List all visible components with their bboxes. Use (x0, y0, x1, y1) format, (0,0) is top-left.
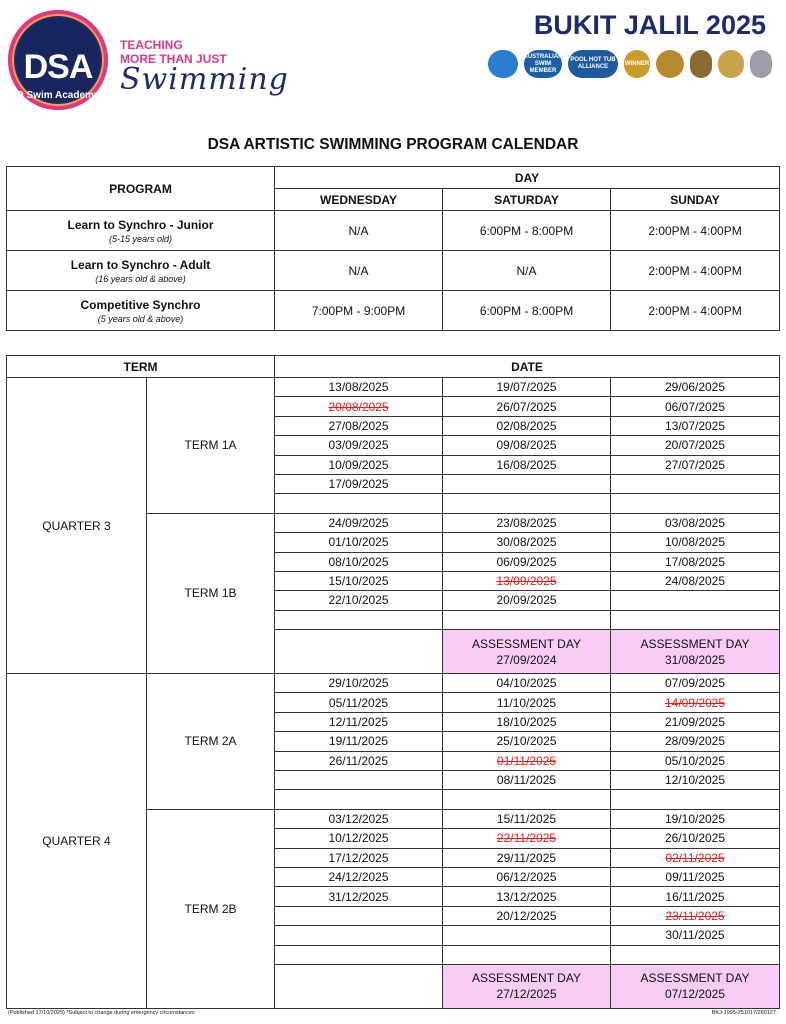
session-date: 29/06/2025 (664, 380, 726, 395)
date-cell (443, 848, 611, 867)
date-cell (443, 513, 611, 532)
term-label: TERM 1B (147, 513, 275, 673)
term-label: TERM 1A (147, 378, 275, 514)
term-dates-table (6, 355, 780, 1009)
badge-icon (690, 50, 712, 78)
session-date: 23/08/2025 (496, 515, 557, 530)
date-cell (275, 926, 443, 945)
quarter-label: QUARTER 3 (7, 378, 147, 674)
date-cell (611, 906, 780, 925)
date-cell (443, 397, 611, 416)
date-cell (611, 771, 780, 790)
footer-published-note: (Published 17/10/2025) *Subject to change during emergency circumstances (8, 1010, 195, 1016)
date-cell (275, 829, 443, 848)
date-cell (443, 790, 611, 809)
calendar-title: DSA ARTISTIC SWIMMING PROGRAM CALENDAR (207, 136, 579, 153)
session-date: 03/09/2025 (328, 438, 389, 453)
session-date: 04/10/2025 (496, 676, 557, 691)
date-cell (275, 771, 443, 790)
schedule-time-sun: 2:00PM - 4:00PM (611, 251, 780, 291)
tagline-swimming: Swimming (120, 62, 289, 97)
session-date: 17/09/2025 (328, 477, 389, 492)
session-date: 24/09/2025 (328, 515, 389, 530)
session-date: 29/10/2025 (328, 676, 389, 691)
cancelled-date: 13/09/2025 (496, 574, 557, 589)
date-cell (275, 378, 443, 397)
assessment-date: 27/09/2024 (496, 652, 557, 667)
date-cell (443, 945, 611, 964)
session-date: 13/12/2025 (496, 889, 557, 904)
session-date: 20/12/2025 (496, 908, 557, 923)
day-header: DAY (275, 167, 780, 189)
date-row (7, 674, 780, 693)
date-cell (611, 610, 780, 629)
day-sunday: SUNDAY (611, 189, 780, 211)
date-cell (443, 829, 611, 848)
badge-icon: POOL HOT TUB ALLIANCE (568, 50, 618, 78)
assessment-day-cell (611, 964, 780, 1008)
badge-icon (750, 50, 772, 78)
date-cell (611, 591, 780, 610)
date-cell (611, 732, 780, 751)
date-cell (275, 906, 443, 925)
session-date: 05/11/2025 (328, 695, 389, 710)
schedule-time-wed: 7:00PM - 9:00PM (275, 291, 443, 331)
session-date: 08/11/2025 (496, 773, 557, 788)
badge-icon (718, 50, 744, 78)
cancelled-date: 02/11/2025 (665, 850, 725, 865)
assessment-label: ASSESSMENT DAY (472, 636, 581, 651)
date-cell (611, 887, 780, 906)
date-cell (443, 571, 611, 590)
session-date: 21/09/2025 (664, 715, 726, 730)
date-cell (443, 712, 611, 731)
date-cell (275, 552, 443, 571)
session-date: 25/10/2025 (496, 734, 557, 749)
program-cell (7, 211, 275, 251)
session-date: 15/10/2025 (328, 574, 389, 589)
cancelled-date: 14/09/2025 (664, 695, 726, 710)
date-cell (443, 455, 611, 474)
schedule-time-sat: N/A (443, 251, 611, 291)
date-cell (275, 591, 443, 610)
date-cell (611, 494, 780, 513)
date-cell (611, 926, 780, 945)
tagline-more-than-just: MORE THAN JUST (120, 52, 227, 66)
program-schedule-table (6, 166, 780, 331)
badge-icon: AUSTRALIAN SWIM MEMBER (524, 50, 562, 78)
program-name: Competitive Synchro (80, 297, 201, 312)
date-cell (611, 693, 780, 712)
program-cell (7, 251, 275, 291)
tagline-teaching: TEACHING (120, 38, 183, 52)
session-date: 06/07/2025 (664, 399, 726, 414)
session-date: 19/11/2025 (328, 734, 389, 749)
date-cell (275, 867, 443, 886)
term-header: TERM (7, 356, 275, 378)
cancelled-date: 01/11/2025 (496, 753, 557, 768)
date-cell (611, 829, 780, 848)
date-cell (275, 436, 443, 455)
session-date: 20/09/2025 (496, 593, 557, 608)
term-label: TERM 2B (147, 809, 275, 1008)
date-row (7, 378, 780, 397)
date-cell (611, 513, 780, 532)
date-cell (611, 378, 780, 397)
accreditation-badges (488, 50, 772, 78)
date-cell (443, 751, 611, 770)
logo-text: DSA (23, 48, 93, 86)
date-cell (611, 397, 780, 416)
session-date: 27/08/2025 (328, 418, 389, 433)
date-cell (611, 552, 780, 571)
date-cell (275, 610, 443, 629)
quarter-label: QUARTER 4 (7, 674, 147, 1009)
session-date: 26/10/2025 (664, 831, 726, 846)
session-date: 28/09/2025 (664, 734, 726, 749)
footer-reference-code: BKJ-1995-251017/260127 (711, 1010, 776, 1016)
session-date: 12/10/2025 (664, 773, 726, 788)
date-cell (443, 494, 611, 513)
cancelled-date: 23/11/2025 (665, 908, 725, 923)
date-cell (275, 571, 443, 590)
session-date: 19/07/2025 (496, 380, 557, 395)
session-date: 10/09/2025 (328, 457, 389, 472)
badge-icon (488, 50, 518, 78)
date-cell (443, 809, 611, 828)
date-cell (611, 809, 780, 828)
session-date: 10/12/2025 (328, 831, 389, 846)
date-cell (275, 693, 443, 712)
session-date: 16/11/2025 (665, 889, 725, 904)
program-name: Learn to Synchro - Adult (70, 257, 211, 272)
location-title: BUKIT JALIL 2025 (533, 10, 766, 40)
date-cell (611, 848, 780, 867)
session-date: 06/12/2025 (496, 870, 557, 885)
program-age: (5 years old & above) (97, 313, 184, 324)
date-cell (275, 790, 443, 809)
session-date: 24/08/2025 (664, 574, 726, 589)
date-cell (611, 436, 780, 455)
session-date: 20/07/2025 (664, 438, 726, 453)
program-row (7, 211, 780, 251)
date-cell (611, 751, 780, 770)
schedule-time-sat: 6:00PM - 8:00PM (443, 291, 611, 331)
program-age: (16 years old & above) (95, 273, 186, 284)
assessment-day-cell (443, 964, 611, 1008)
date-cell (275, 887, 443, 906)
date-cell (611, 455, 780, 474)
session-date: 31/12/2025 (328, 889, 389, 904)
schedule-time-sun: 2:00PM - 4:00PM (611, 211, 780, 251)
assessment-day-cell (611, 630, 780, 674)
assessment-date: 07/12/2025 (664, 987, 726, 1002)
date-cell (443, 436, 611, 455)
date-cell (443, 732, 611, 751)
date-cell (275, 533, 443, 552)
assessment-empty-cell (275, 630, 443, 674)
date-cell (275, 674, 443, 693)
date-cell (443, 610, 611, 629)
session-date: 18/10/2025 (496, 715, 557, 730)
date-cell (611, 945, 780, 964)
program-age: (5-15 years old) (108, 233, 173, 244)
date-cell (275, 732, 443, 751)
date-cell (275, 494, 443, 513)
date-cell (275, 416, 443, 435)
assessment-label: ASSESSMENT DAY (640, 636, 750, 651)
date-cell (443, 771, 611, 790)
day-saturday: SATURDAY (443, 189, 611, 211)
date-cell (275, 712, 443, 731)
session-date: 22/10/2025 (328, 593, 389, 608)
date-cell (275, 751, 443, 770)
date-cell (443, 474, 611, 493)
session-date: 26/11/2025 (328, 753, 389, 768)
session-date: 05/10/2025 (664, 753, 726, 768)
session-date: 03/12/2025 (328, 812, 389, 826)
logo-subtitle: D Swim Academy (16, 90, 100, 101)
session-date: 29/11/2025 (496, 850, 557, 865)
assessment-date: 27/12/2025 (496, 987, 557, 1002)
session-date: 01/10/2025 (328, 535, 389, 550)
program-name: Learn to Synchro - Junior (67, 217, 214, 232)
dsa-logo (8, 10, 108, 110)
date-cell (275, 848, 443, 867)
session-date: 13/08/2025 (328, 380, 389, 395)
session-date: 30/11/2025 (665, 928, 725, 943)
session-date: 07/09/2025 (664, 676, 726, 691)
session-date: 15/11/2025 (496, 812, 557, 826)
assessment-label: ASSESSMENT DAY (640, 971, 750, 986)
date-cell (611, 867, 780, 886)
schedule-time-sun: 2:00PM - 4:00PM (611, 291, 780, 331)
session-date: 27/07/2025 (664, 457, 726, 472)
assessment-empty-cell (275, 964, 443, 1008)
date-cell (275, 474, 443, 493)
date-cell (275, 513, 443, 532)
badge-icon: WINNER (624, 50, 650, 78)
date-cell (611, 571, 780, 590)
date-cell (443, 926, 611, 945)
session-date: 11/10/2025 (496, 695, 557, 710)
schedule-time-sat: 6:00PM - 8:00PM (443, 211, 611, 251)
session-date: 13/07/2025 (664, 418, 726, 433)
cancelled-date: 20/08/2025 (328, 399, 389, 414)
assessment-label: ASSESSMENT DAY (472, 971, 581, 986)
program-row (7, 251, 780, 291)
session-date: 26/07/2025 (496, 399, 557, 414)
date-cell (443, 552, 611, 571)
date-cell (611, 712, 780, 731)
date-cell (275, 809, 443, 828)
session-date: 12/11/2025 (328, 715, 389, 730)
date-cell (443, 533, 611, 552)
program-cell (7, 291, 275, 331)
session-date: 03/08/2025 (664, 515, 726, 530)
date-cell (443, 378, 611, 397)
date-cell (443, 693, 611, 712)
date-cell (611, 474, 780, 493)
cancelled-date: 22/11/2025 (496, 831, 557, 846)
term-label: TERM 2A (147, 674, 275, 810)
day-wednesday: WEDNESDAY (275, 189, 443, 211)
session-date: 17/12/2025 (328, 850, 389, 865)
date-cell (275, 455, 443, 474)
date-cell (611, 674, 780, 693)
schedule-time-wed: N/A (275, 251, 443, 291)
session-date: 02/08/2025 (496, 418, 557, 433)
session-date: 10/08/2025 (664, 535, 726, 550)
date-cell (611, 416, 780, 435)
session-date: 09/11/2025 (665, 870, 725, 885)
program-row (7, 291, 780, 331)
date-cell (443, 674, 611, 693)
badge-icon (656, 50, 684, 78)
date-cell (275, 945, 443, 964)
date-cell (443, 416, 611, 435)
date-cell (443, 591, 611, 610)
date-cell (443, 887, 611, 906)
session-date: 30/08/2025 (496, 535, 557, 550)
session-date: 19/10/2025 (664, 812, 726, 826)
assessment-date: 31/08/2025 (664, 652, 726, 667)
session-date: 06/09/2025 (496, 554, 557, 569)
session-date: 08/10/2025 (328, 554, 389, 569)
schedule-time-wed: N/A (275, 211, 443, 251)
date-cell (275, 397, 443, 416)
date-cell (443, 906, 611, 925)
session-date: 17/08/2025 (664, 554, 726, 569)
session-date: 24/12/2025 (328, 870, 389, 885)
program-header: PROGRAM (7, 167, 275, 211)
session-date: 16/08/2025 (496, 457, 557, 472)
date-cell (611, 790, 780, 809)
session-date: 09/08/2025 (496, 438, 557, 453)
date-cell (443, 867, 611, 886)
date-cell (611, 533, 780, 552)
assessment-day-cell (443, 630, 611, 674)
date-header: DATE (275, 356, 780, 378)
